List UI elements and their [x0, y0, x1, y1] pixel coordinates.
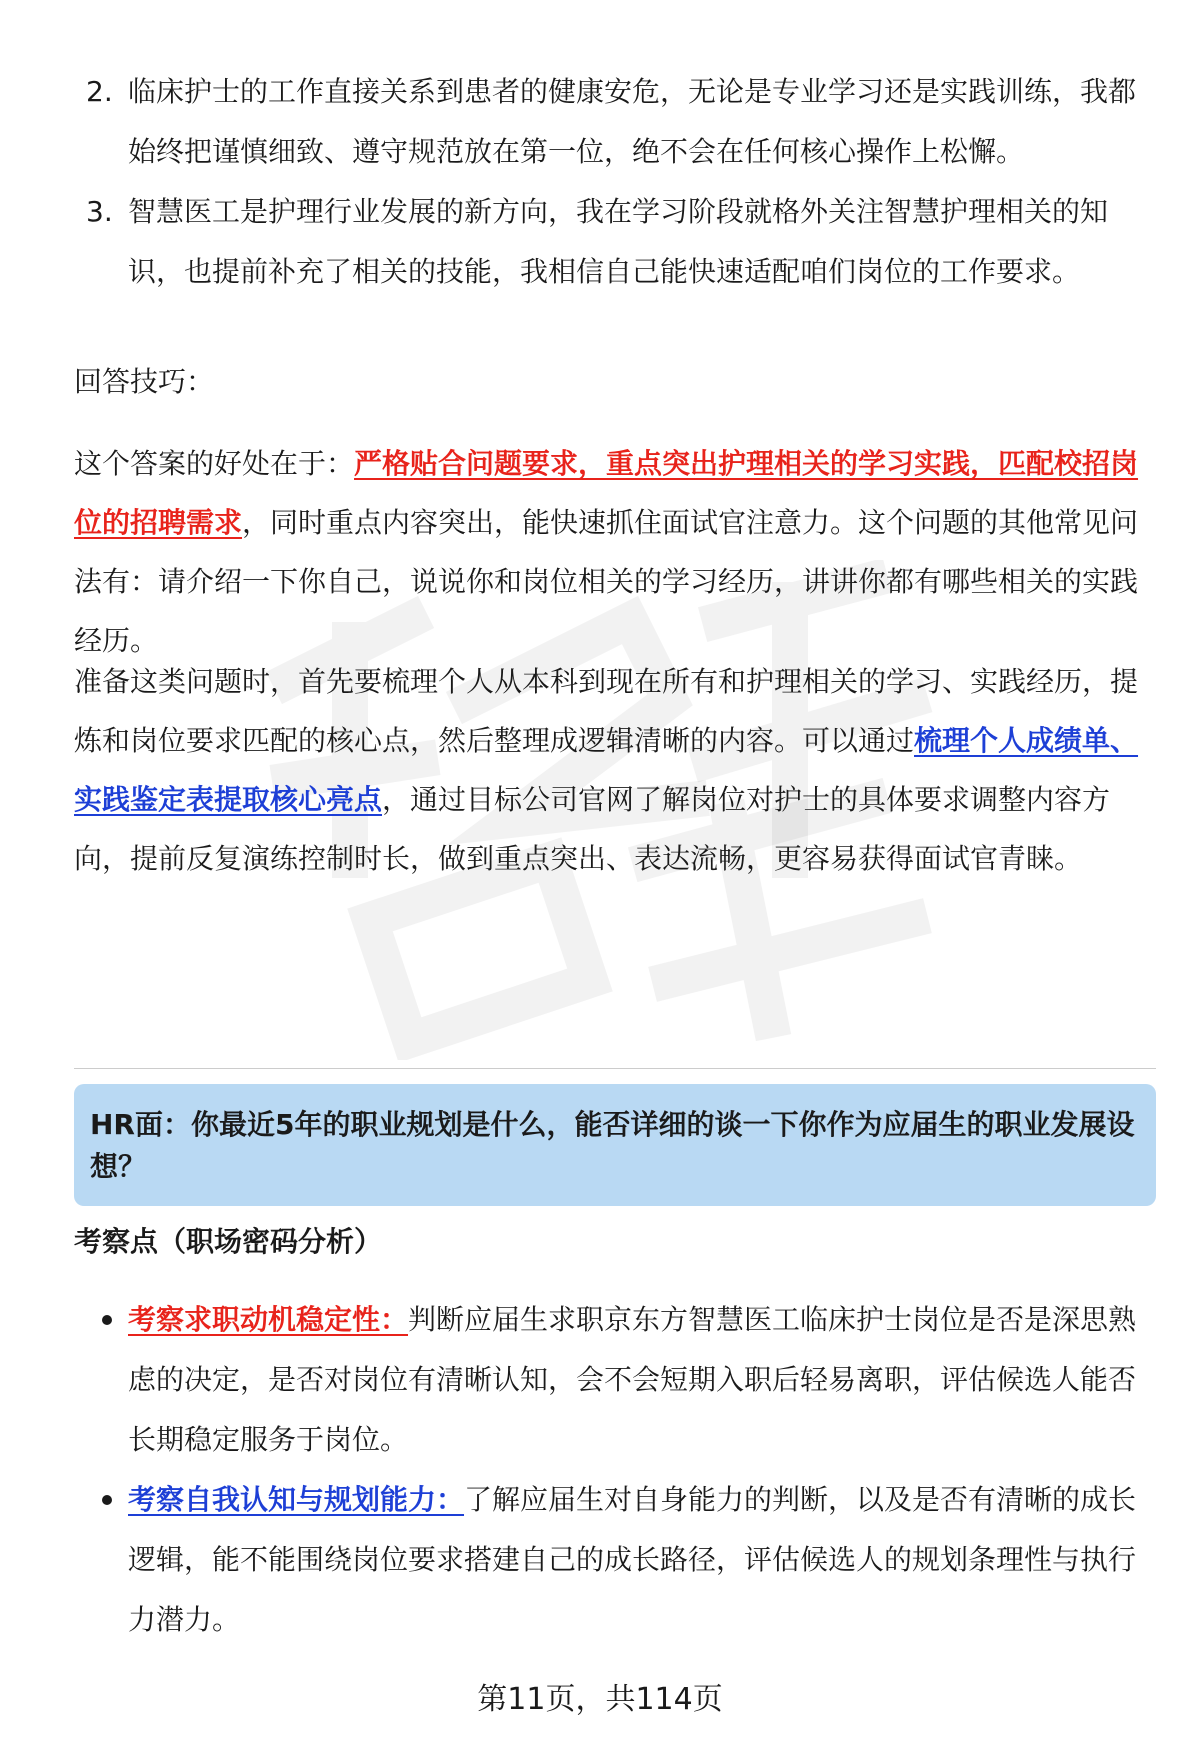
- bullet-text: 了解应届生对自身能力的判断，以及是否有清晰的成长逻辑，能不能围绕岗位要求搭建自己的成长路径，评估候选人的规划条理性与执行力潜力。: [128, 1483, 1137, 1636]
- list-item: [74, 62, 1154, 182]
- list-item-number: 3.: [86, 195, 113, 228]
- question-callout: HR面：你最近5年的职业规划是什么，能否详细的谈一下你作为应届生的职业发展设想？: [74, 1084, 1156, 1206]
- highlight-text: 严格贴合问题要求，重点突出护理相关的学习实践，匹配校招岗位的招聘需求: [74, 447, 1139, 539]
- bullet-label: 考察自我认知与规划能力：: [128, 1483, 465, 1516]
- paragraph-text: ，同时重点内容突出，能快速抓住面试官注意力。这个问题的其他常见问法有：请介绍一下你自己，说说你和岗位相关的学习经历，讲讲你都有哪些相关的实践经历。: [74, 506, 1139, 657]
- list-item-number: 2.: [86, 75, 113, 108]
- numbered-list: [74, 62, 1154, 302]
- bullet-label: 考察求职动机稳定性：: [128, 1303, 409, 1336]
- paragraph-text: 这个答案的好处在于：: [74, 447, 355, 480]
- bullet-list: [74, 1290, 1156, 1650]
- page-number: 第11页，共114页: [477, 1682, 723, 1717]
- preparation-paragraph: [74, 652, 1156, 888]
- section-divider: [74, 1068, 1156, 1069]
- bullet-icon: [102, 1315, 112, 1325]
- list-item: [74, 1470, 1156, 1650]
- tips-label: 回答技巧：: [74, 365, 215, 398]
- highlight-text: 梳理个人成绩单、实践鉴定表提取核心亮点: [74, 724, 1139, 816]
- paragraph-text: 准备这类问题时，首先要梳理个人从本科到现在所有和护理相关的学习、实践经历，提炼和岗位要求匹配的核心点，然后整理成逻辑清晰的内容。可以通过: [74, 665, 1139, 757]
- bullet-icon: [102, 1495, 112, 1505]
- list-item-text: 智慧医工是护理行业发展的新方向，我在学习阶段就格外关注智慧护理相关的知识，也提前补充了相关的技能，我相信自己能快速适配咱们岗位的工作要求。: [128, 195, 1109, 288]
- paragraph-text: ，通过目标公司官网了解岗位对护士的具体要求调整内容方向，提前反复演练控制时长，做到重点突出、表达流畅，更容易获得面试官青睐。: [74, 783, 1111, 875]
- list-item: [74, 1290, 1156, 1470]
- list-item: [74, 182, 1154, 302]
- section-subheading: 考察点（职场密码分析）: [74, 1225, 383, 1258]
- list-item-text: 临床护士的工作直接关系到患者的健康安危，无论是专业学习还是实践训练，我都始终把谨慎细致、遵守规范放在第一位，绝不会在任何核心操作上松懈。: [128, 75, 1137, 168]
- bullet-text: 判断应届生求职京东方智慧医工临床护士岗位是否是深思熟虑的决定，是否对岗位有清晰认知，会不会短期入职后轻易离职，评估候选人能否长期稳定服务于岗位。: [128, 1303, 1137, 1456]
- answer-analysis-paragraph: [74, 434, 1156, 670]
